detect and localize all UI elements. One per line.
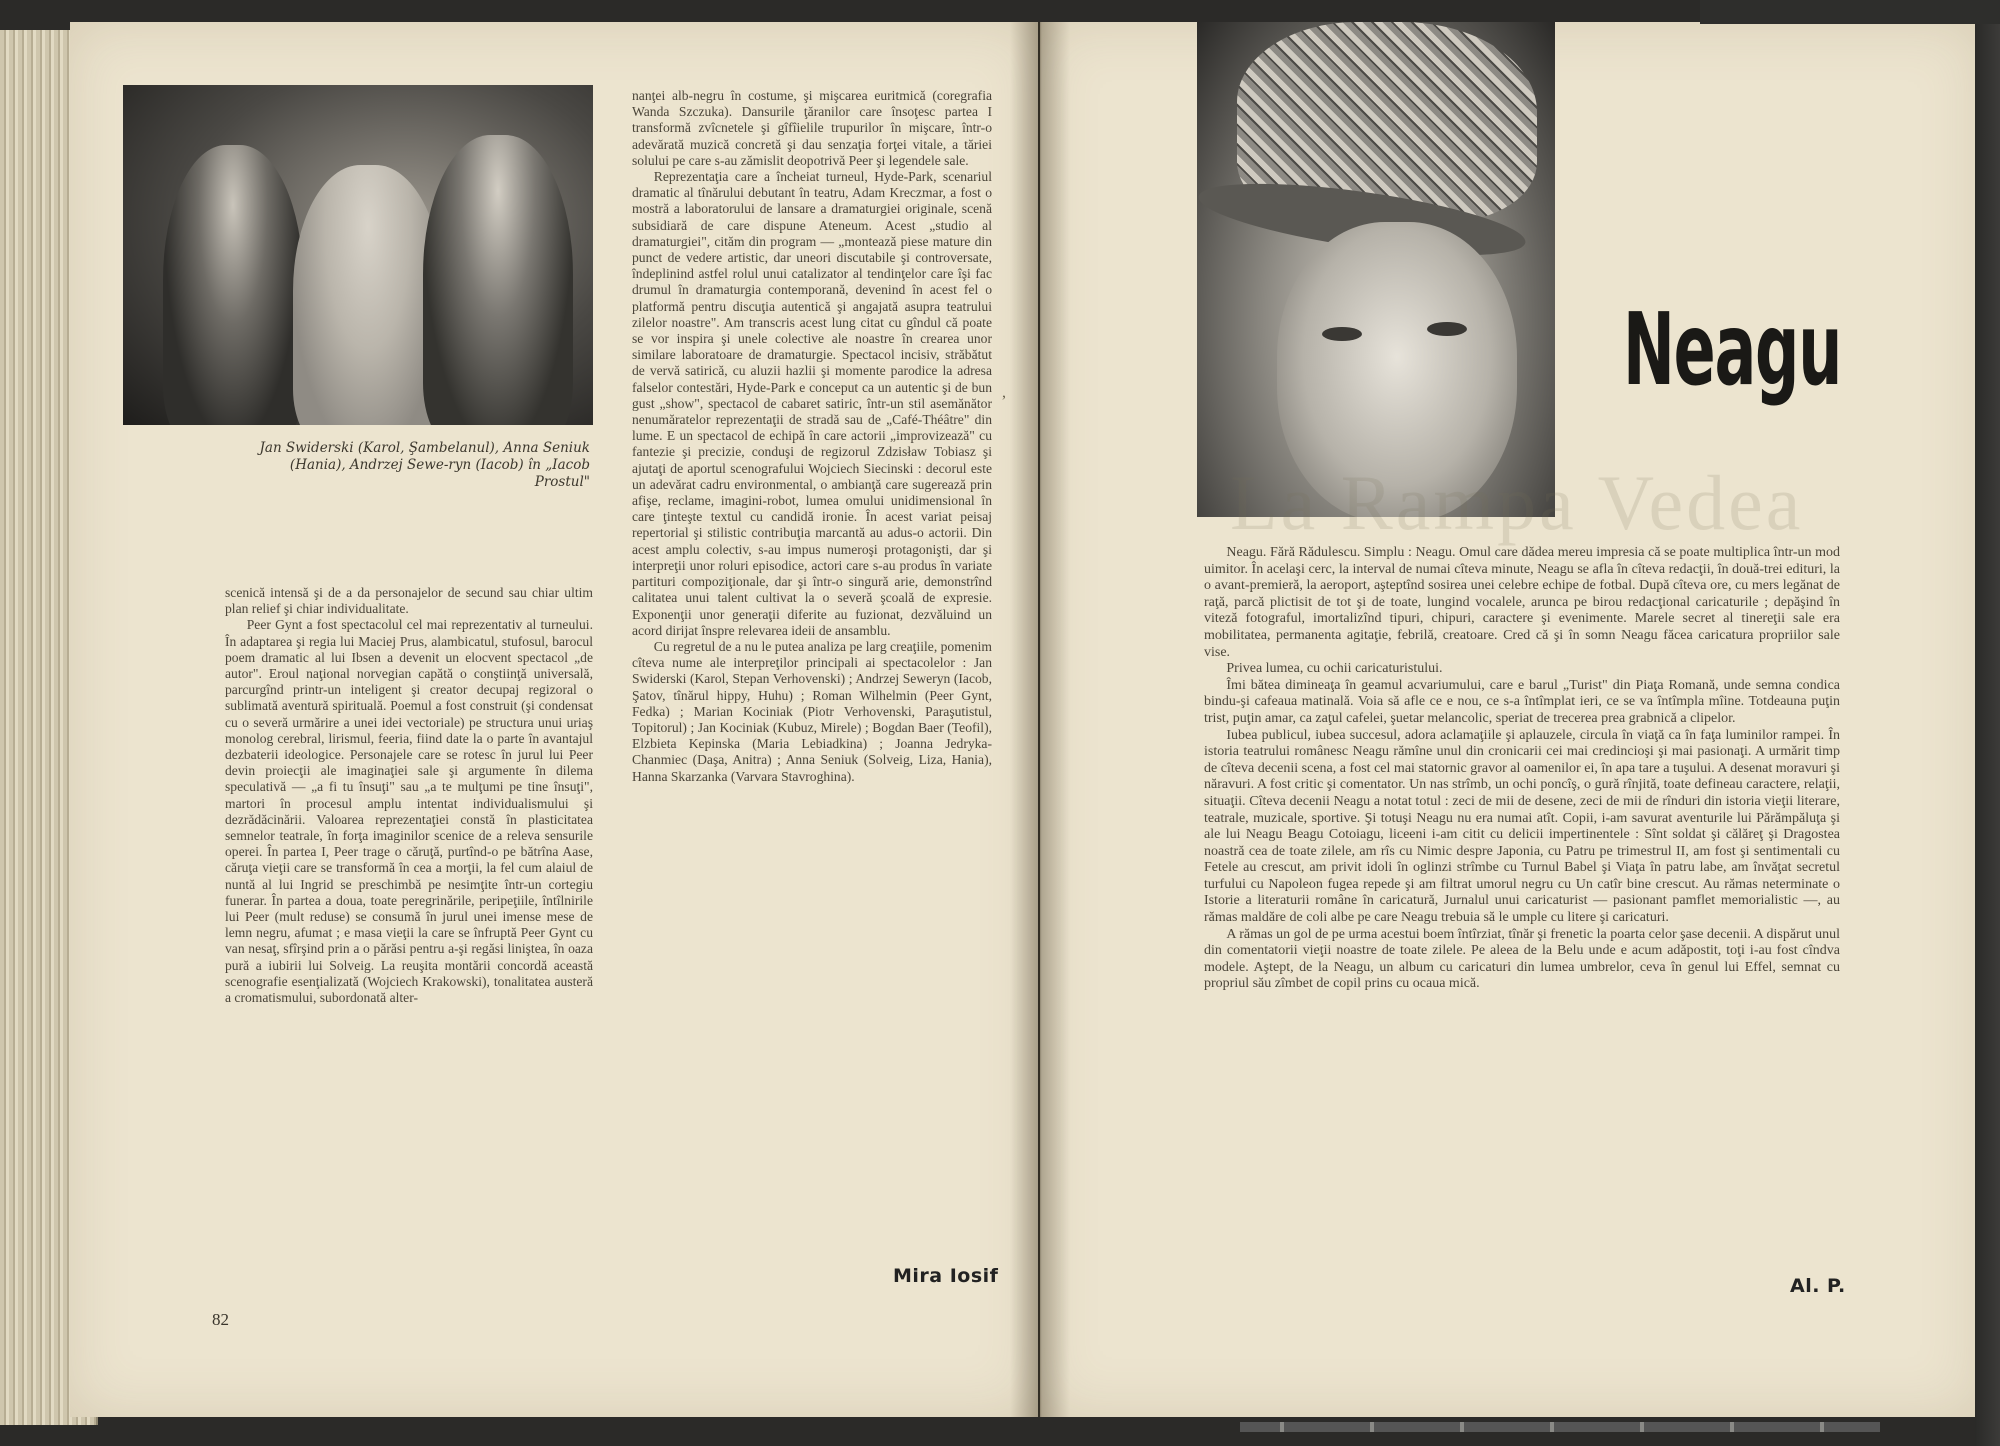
paragraph: Iubea publicul, iubea succesul, adora aclamaţiile şi aplauzele, circula în viaţă ca în faţa luminilor rampei. În istoria teatrului românesc Neagu rămîne unul din cronicarii cei mai credincioşi şi mai pasionaţi. A urmărit timp de cîteva decenii scena, a fost cel mai statornic gravor al oamenilor ei, în apa tare a tuşului. A desenat moravuri şi năravuri. A fost critic şi comentator. Un nas strîmb, un ochi poncîş, o gură rînjită, toate defineau caractere, relaţii, situaţii. Cîteva decenii Neagu a notat totul : zeci de mii de desene, zeci de mii de rînduri din istoria vieţii literare, teatrale, muzicale, sportive. Şi totuşi Neagu nu era numai atît. Copii, i-am savurat aventurile lui Părămpăluţa şi ale lui Neagu Beagu Cotoiagu, liceeni i-am citit cu delicii impertinentele : Sînt soldat şi călăreţ şi Dragostea noastră cea de toate zilele, am rîs cu Nimic despre Japonia, cu Patru pe trimestrul II, am fost şi sentimentali cu Fetele au crescut, am privit idoli în oglinzi strîmbe cu Turnul Babel şi Viaţa în patru labe, am învăţat secretul turfului cu Napoleon fugea repede şi am filtrat umorul negru cu Un catîr bine crescut. Au rămas neterminate o Istorie a literaturii române în caricatură, Jurnalul unui caricaturist — pasionant pamflet memorialistic —, au rămas maldăre de coli albe pe care Neagu trebuia să le umple cu litere şi caricaturi. bbox=[1204, 727, 1840, 926]
page-gutter bbox=[1010, 22, 1070, 1417]
cover-top-band bbox=[1700, 0, 2000, 24]
obituary-text bbox=[1204, 545, 1840, 993]
author-signature: Al. P. bbox=[1790, 1275, 1846, 1297]
stray-mark: , bbox=[1002, 384, 1006, 401]
article-column-1 bbox=[225, 585, 593, 1006]
actor-figure-right bbox=[423, 135, 573, 425]
book-right-edge bbox=[1975, 0, 2000, 1446]
cover-bottom-strip bbox=[1240, 1422, 1880, 1432]
show-through-title: La Rampa Vedea bbox=[1230, 459, 1804, 546]
author-signature: Mira Iosif bbox=[893, 1265, 999, 1287]
paragraph: A rămas un gol de pe urma acestui boem întîrziat, tînăr şi frenetic la poarta celor şase decenii. A dispărut unul din comentatorii vieţii noastre de toate zilele. Pe aleea de la Belu unde e acum adăpostit, toţi i-au fost cîndva modele. Aştept, de la Neagu, un album cu caricaturi din lumea umbrelor, ceva în genul lui Effel, semnat cu propriul său zîmbet de copil prins cu ocaua mică. bbox=[1204, 926, 1840, 992]
paragraph: scenică intensă şi de a da personajelor de secund sau chiar ultim plan relief şi chiar individualitate. bbox=[225, 585, 593, 617]
article-column-2 bbox=[632, 88, 992, 785]
paragraph: Neagu. Fără Rădulescu. Simplu : Neagu. Omul care dădea mereu impresia că se poate multiplica într-un mod uimitor. În acelaşi cerc, la interval de numai cîteva minute, Neagu se afla în cîteva redacţii, în două-trei edituri, la o avant-premieră, la aeroport, aşteptînd sosirea unei celebre echipe de fotbal. După cîteva ore, cu mers legănat de raţă, parcă plictisit de tot şi de toate, lungind vocalele, arunca pe birou redacţional caricaturile ; depăşind în viteză fotograful, imortalizînd tipuri, chipuri, caractere şi evenimente. Marele secret al tinereţii sale era mobilitatea, permanenta agitaţie, febrilă, creatoare. Cred că şi în somn Neagu făcea caricatura propriilor sale vise. bbox=[1204, 545, 1840, 660]
paragraph: Privea lumea, cu ochii caricaturistului. bbox=[1226, 661, 1443, 677]
article-title: Neagu bbox=[1623, 291, 1842, 408]
paragraph: Reprezentaţia care a încheiat turneul, Hyde-Park, scenariul dramatic al tînărului debutant în teatru, Adam Kreczmar, a fost o mostră a laboratorului de lansare a dramaturgiei originale, scenă subsidiară de care dispune Ateneum. Acest „studio al dramaturgiei", cităm din program — „montează piese mature din punct de vedere artistic, dar uneori discutabile şi controversate, îndeplinind astfel rolul unui catalizator al tendinţelor care îşi fac drumul în dramaturgia contemporană, devenind în acest fel o platformă pentru discuţia autentică şi angajată asupra teatrului zilelor noastre". Am transcris acest lung citat cu gîndul că poate se vor inspira şi unele colective ale noastre în crearea unor similare laboratoare de dramaturgie. Spectacol incisiv, străbătut de vervă satirică, cu aluzii hazlii şi momente parodice la adresa falselor contestări, Hyde-Park e conceput ca un autentic şi de bun gust „show", spectacol de cabaret satiric, într-un stil asemănător nenumăratelor reprezentaţii de stradă sau de „Café-Théâtre" din lume. E un spectacol de echipă în care actorii „improvizează" cu fantezie şi precizie, conduşi de regizorul Zdzisław Tobiasz şi ajutaţi de aportul scenografului Wojciech Siecinski : decorul este un adevărat cadru environmental, o ambianţă care sugerează prin afişe, reclame, imagini-robot, lumea omului unidimensional în care ţinteşte textul cu candidă ironie. În acest variat peisaj repertorial şi stilistic contribuţia marcantă au adus-o actorii. Din acest amplu colectiv, s-au impus numeroşi protagonişti, dar şi interpreţii unor roluri episodice, actori care s-au produs în variate partituri compoziţionale, dar şi într-o singură arie, demonstrînd calitatea unui talent cultivat la o severă şcoală de expresie. Exponenţii unor generaţii diferite au fuzionat, dezvăluind un acord dirijat înspre relevarea ideii de ansamblu. bbox=[632, 169, 992, 638]
actor-figure-left bbox=[163, 145, 303, 425]
paragraph: Cu regretul de a nu le putea analiza pe larg creaţiile, pomenim cîteva nume ale interpreţilor principali ai spectacolelor : Jan Swiderski (Karol, Stepan Verhovenski) ; Andrzej Seweryn (Iacob, Şatov, tînărul hippy, Huhu) ; Roman Wilhelmin (Peer Gynt, Fedka) ; Marian Kociniak (Piotr Verhovenski, Paraşutistul, Topitorul) ; Jan Kociniak (Kubuz, Mirele) ; Bogdan Baer (Teofil), Elzbieta Kepinska (Maria Lebiadkina) ; Joanna Jedryka-Chanmiec (Daşa, Anitra) ; Anna Seniuk (Solveig, Liza, Hania), Hanna Skarzanka (Varvara Stavroghina). bbox=[632, 638, 992, 784]
eye-shape bbox=[1322, 327, 1362, 341]
photo-caption: Jan Swiderski (Karol, Şambelanul), Anna Seniuk (Hania), Andrzej Sewe-ryn (Iacob) în „Iacob Prostul" bbox=[259, 440, 590, 490]
paragraph: nanţei alb-negru în costume, şi mişcarea euritmică (coregrafia Wanda Szczuka). Dansurile ţăranilor care însoţesc partea I transformă zvîcnetele şi gîfîielile trupurilor în mişcare, într-o adevărată muzică concretă şi dau senzaţia forţei vitale, a tăriei solului pe care s-au zămislit deopotrivă Peer şi legendele sale. bbox=[632, 88, 992, 168]
page-number: 82 bbox=[212, 1310, 229, 1329]
stage-photo bbox=[123, 85, 593, 425]
portrait-photo bbox=[1197, 22, 1555, 517]
actress-figure bbox=[293, 165, 443, 425]
paragraph: Îmi bătea dimineaţa în geamul acvariumului, care e barul „Turist" din Piaţa Romană, unde semna condica bindu-şi cafeaua matinală. Voia să afle ce e nou, ce s-a întîmplat ieri, ce se va întîmpla mîine. Totdeauna puţin trist, puţin amar, ca zaţul cafelei, şuetar melancolic, speriat de trecerea prea grabnică a clipelor. bbox=[1204, 677, 1840, 726]
eye-shape bbox=[1427, 322, 1467, 336]
paragraph: Peer Gynt a fost spectacolul cel mai reprezentativ al turneului. În adaptarea şi regia lui Maciej Prus, alambicatul, stufosul, barocul poem dramatic al lui Ibsen a devenit un elocvent spectacol „de autor". Eroul naţional norvegian capătă o conştiinţă universală, parcurgînd printr-un inteligent şi creator decupaj regizoral o sublimată aventură spirituală. Poemul a fost construit (şi condensat cu o severă urmărire a unei idei vectoriale) pe structura unui uriaş monolog cerebral, lirismul, feeria, fiind date la o parte în avantajul dezbaterii ideologice. Personajele care se rotesc în jurul lui Peer devin proiecţii ale imaginaţiei sale şi argumente în dilema speculativă — „a fi tu însuţi" sau „a te mulţumi pe tine însuţi", martori în procesul amplu intentat individualismului şi dezrădăcinării. Valoarea reprezentaţiei constă în plasticitatea semnelor teatrale, în forţa imaginilor scenice de a releva sensurile operei. În partea I, Peer trage o căruţă, purtînd-o pe bătrîna Aase, căruţa vieţii care se transformă în cea a morţii, la fel cum alaiul de nuntă al lui Ingrid se preschimbă pe nesimţite într-un cortegiu funerar. În partea a doua, toate peregrinările, peripeţiile, întîlnirile lui Peer (mult reduse) se consumă în jurul unei imense mese de lemn negru, afumat ; e masa vieţii la care se înfruptă Peer Gynt cu van nesaţ, sfîrşind prin a o părăsi pentru a-şi regăsi liniştea, în oaza pură a iubirii lui Solveig. La reuşita montării concordă această scenografie esenţializată (Wojciech Krakowski), tonalitatea austeră a cromatismului, subordonată alter- bbox=[225, 617, 593, 1006]
